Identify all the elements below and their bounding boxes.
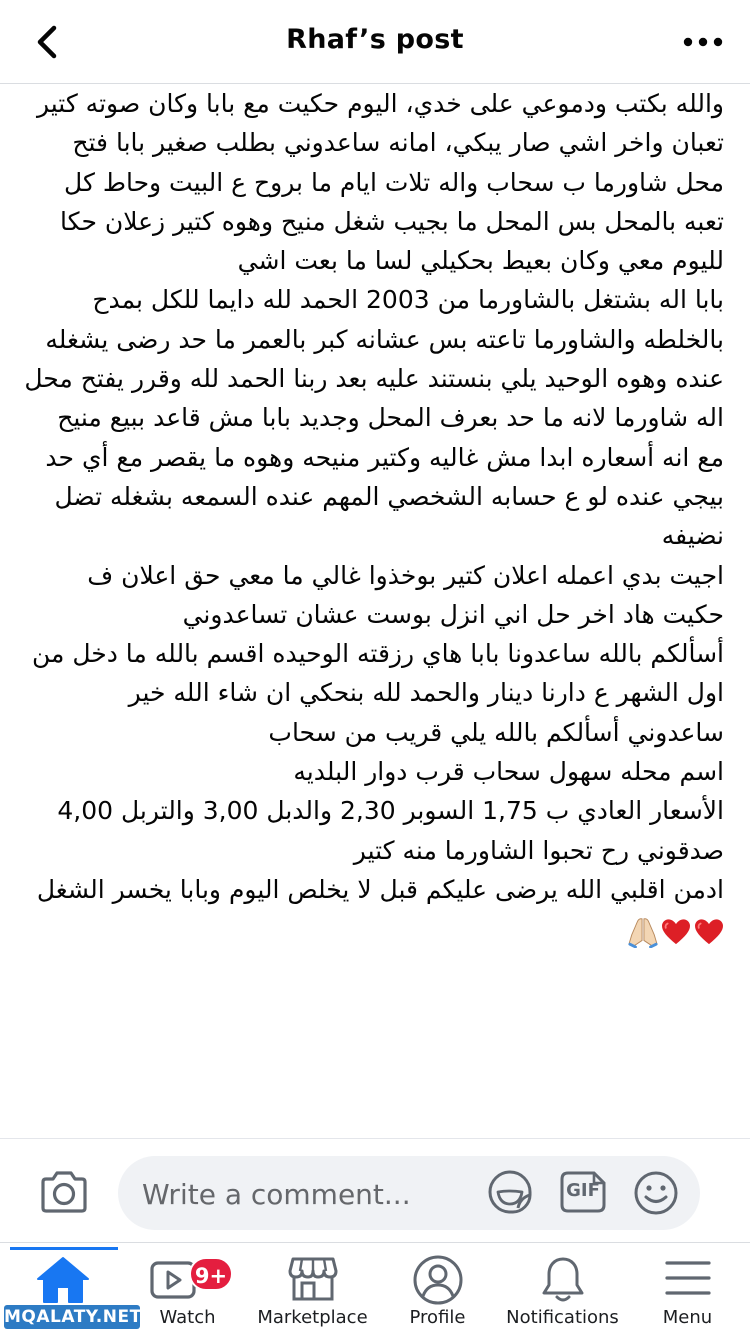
- post-paragraph: والله بكتب ودموعي على خدي، اليوم حكيت مع بابا وكان صوته كتير تعبان واخر اشي صار يبكي، امانه ساعدوني بطلب صغير بابا فتح محل شاورما ب سحاب واله تلات ايام ما بروح ع البيت وحاط كل تعبه بالمحل بس المحل ما بجيب شغل منيح وهوه كتير زعلان حكا لليوم معي وكان بعيط بحكيلي لسا ما بعت اشي: [36, 89, 724, 276]
- tab-profile-label: Profile: [409, 1307, 466, 1328]
- profile-icon: [412, 1255, 464, 1305]
- hamburger-menu-icon: [664, 1255, 712, 1301]
- post-paragraph: مع انه أسعاره ابدا مش غاليه وكتير منيحه وهوه ما يقصر مع أي حد بيجي عنده لو ع حسابه الشخصي المهم عنده السمعه بشغله تضل نضيفه: [45, 442, 724, 551]
- post-last-line: [24, 870, 724, 950]
- sticker-button[interactable]: [486, 1168, 534, 1216]
- camera-icon: [38, 1170, 90, 1214]
- post-paragraph: بابا اله بشتغل بالشاورما من 2003 الحمد لله دايما للكل بمدح بالخلطه والشاورما تاعته بس عشانه كبر بالعمر ما حد رضى يشغله عنده وهوه الوحيد يلي بنستند عليه بعد ربنا الحمد لله وقرر يفتح محل اله شاورما لانه ما حد بعرف المحل وجديد بابا مش قاعد ببيع منيح: [24, 285, 724, 433]
- camera-button[interactable]: [38, 1170, 90, 1214]
- comment-composer: [0, 1140, 750, 1242]
- home-icon: [36, 1255, 90, 1305]
- red-heart-icon: [694, 918, 724, 946]
- tab-watch[interactable]: [125, 1243, 250, 1335]
- comment-field: [118, 1156, 700, 1230]
- emoji-button[interactable]: [632, 1169, 680, 1217]
- tab-menu-label: Menu: [662, 1307, 713, 1328]
- smiley-icon: [632, 1169, 680, 1217]
- tab-marketplace-label: Marketplace: [257, 1307, 368, 1328]
- post-paragraph: صدقوني رح تحبوا الشاورما منه كتير: [353, 835, 724, 865]
- post-paragraph: ادمن اقلبي الله يرضى عليكم قبل لا يخلص اليوم وبابا يخسر الشغل: [36, 874, 724, 904]
- tab-profile[interactable]: [375, 1243, 500, 1335]
- tab-watch-label: Watch: [159, 1307, 216, 1328]
- tab-menu[interactable]: [625, 1243, 750, 1335]
- more-horizontal-icon: [678, 24, 728, 60]
- marketplace-shop-icon: [287, 1255, 339, 1303]
- gif-button[interactable]: [558, 1169, 608, 1215]
- gif-label: GIF: [566, 1180, 600, 1201]
- comment-input[interactable]: [140, 1168, 474, 1220]
- post-body: [24, 84, 724, 1132]
- tab-notifications[interactable]: [500, 1243, 625, 1335]
- more-options-button[interactable]: [678, 24, 728, 60]
- post-paragraph: اسم محله سهول سحاب قرب دوار البلديه: [293, 757, 724, 787]
- watermark-logo: MQALATY.NET: [4, 1307, 142, 1327]
- post-paragraph: أسألكم بالله ساعدونا بابا هاي رزقته الوحيده اقسم بالله ما دخل من اول الشهر ع دارنا دينار والحمد لله بنحكي ان شاء الله خير: [31, 639, 724, 708]
- emoji-group: [628, 911, 724, 950]
- divider: [0, 1138, 750, 1139]
- post-paragraph: الأسعار العادي ب 1,75 السوبر 2,30 والدبل 3,00 والتربل 4,00: [57, 796, 724, 826]
- sticker-icon: [486, 1168, 534, 1216]
- post-paragraph: اجيت بدي اعمله اعلان كتير بوخذوا غالي ما معي حق اعلان ف حكيت هاد اخر حل اني انزل بوست عشان تساعدوني: [87, 560, 724, 629]
- post-paragraph: ساعدوني أسألكم بالله يلي قريب من سحاب: [268, 717, 724, 747]
- bell-icon: [539, 1255, 587, 1305]
- tab-notifications-label: Notifications: [506, 1307, 619, 1328]
- page-title: Rhaf’s post: [286, 24, 464, 55]
- post-header: [0, 0, 750, 84]
- tab-marketplace[interactable]: [250, 1243, 375, 1335]
- watch-badge: 9+: [189, 1257, 233, 1291]
- folded-hands-icon: [628, 916, 658, 948]
- red-heart-icon: [661, 918, 691, 946]
